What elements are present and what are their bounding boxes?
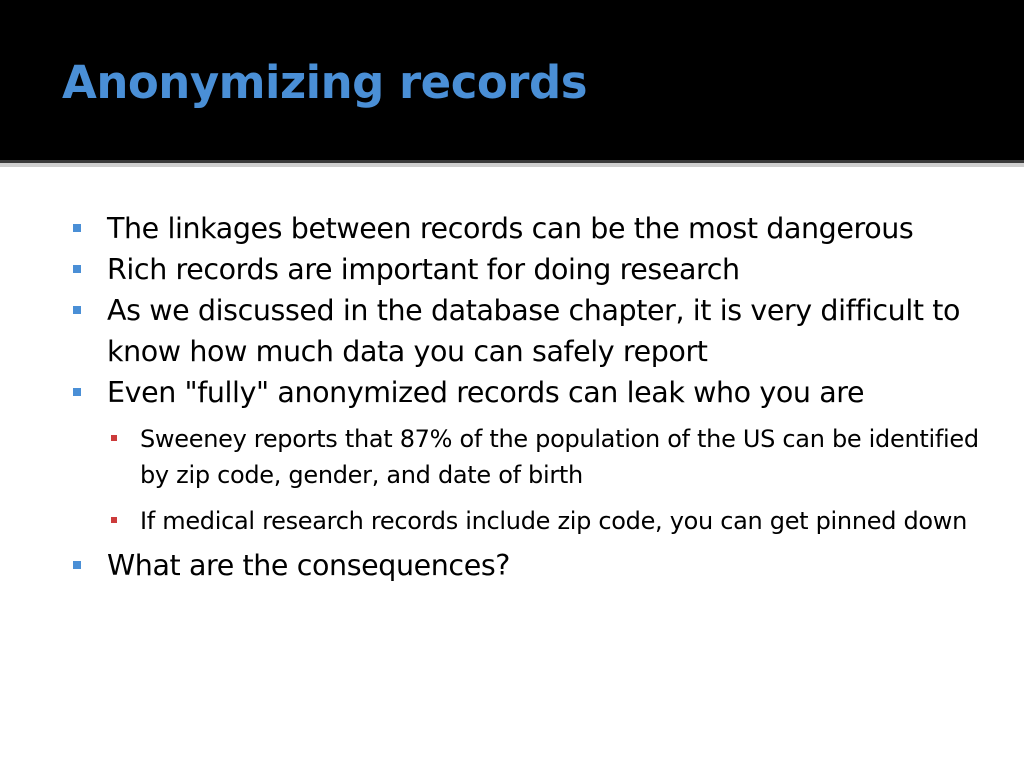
square-bullet-icon: [73, 388, 81, 396]
small-square-bullet-icon: [111, 517, 117, 523]
title-divider-light: [0, 163, 1024, 167]
bullet-text: Rich records are important for doing research: [107, 253, 740, 286]
small-square-bullet-icon: [111, 435, 117, 441]
sub-bullet-text: Sweeney reports that 87% of the population of the US can be identified by zip code, gender, and date of birth: [140, 425, 979, 489]
bullet-text: As we discussed in the database chapter, it is very difficult to know how much data you can safely report: [107, 294, 961, 368]
bullet-item: [72, 249, 992, 290]
bullet-item: [72, 290, 992, 372]
sub-bullet-text: If medical research records include zip code, you can get pinned down: [140, 507, 968, 535]
bullet-item: [72, 372, 992, 413]
bullet-text: The linkages between records can be the most dangerous: [107, 212, 914, 245]
bullet-item: [72, 208, 992, 249]
square-bullet-icon: [73, 224, 81, 232]
slide-content: [72, 208, 992, 586]
sub-bullet-item: [140, 503, 992, 539]
slide-title: Anonymizing records: [62, 56, 587, 109]
sub-bullet-item: [140, 421, 992, 493]
square-bullet-icon: [73, 306, 81, 314]
bullet-text: What are the consequences?: [107, 549, 511, 582]
bullet-text: Even "fully" anonymized records can leak who you are: [107, 376, 865, 409]
title-bar: [0, 0, 1024, 160]
bullet-item: [72, 545, 992, 586]
square-bullet-icon: [73, 265, 81, 273]
square-bullet-icon: [73, 561, 81, 569]
